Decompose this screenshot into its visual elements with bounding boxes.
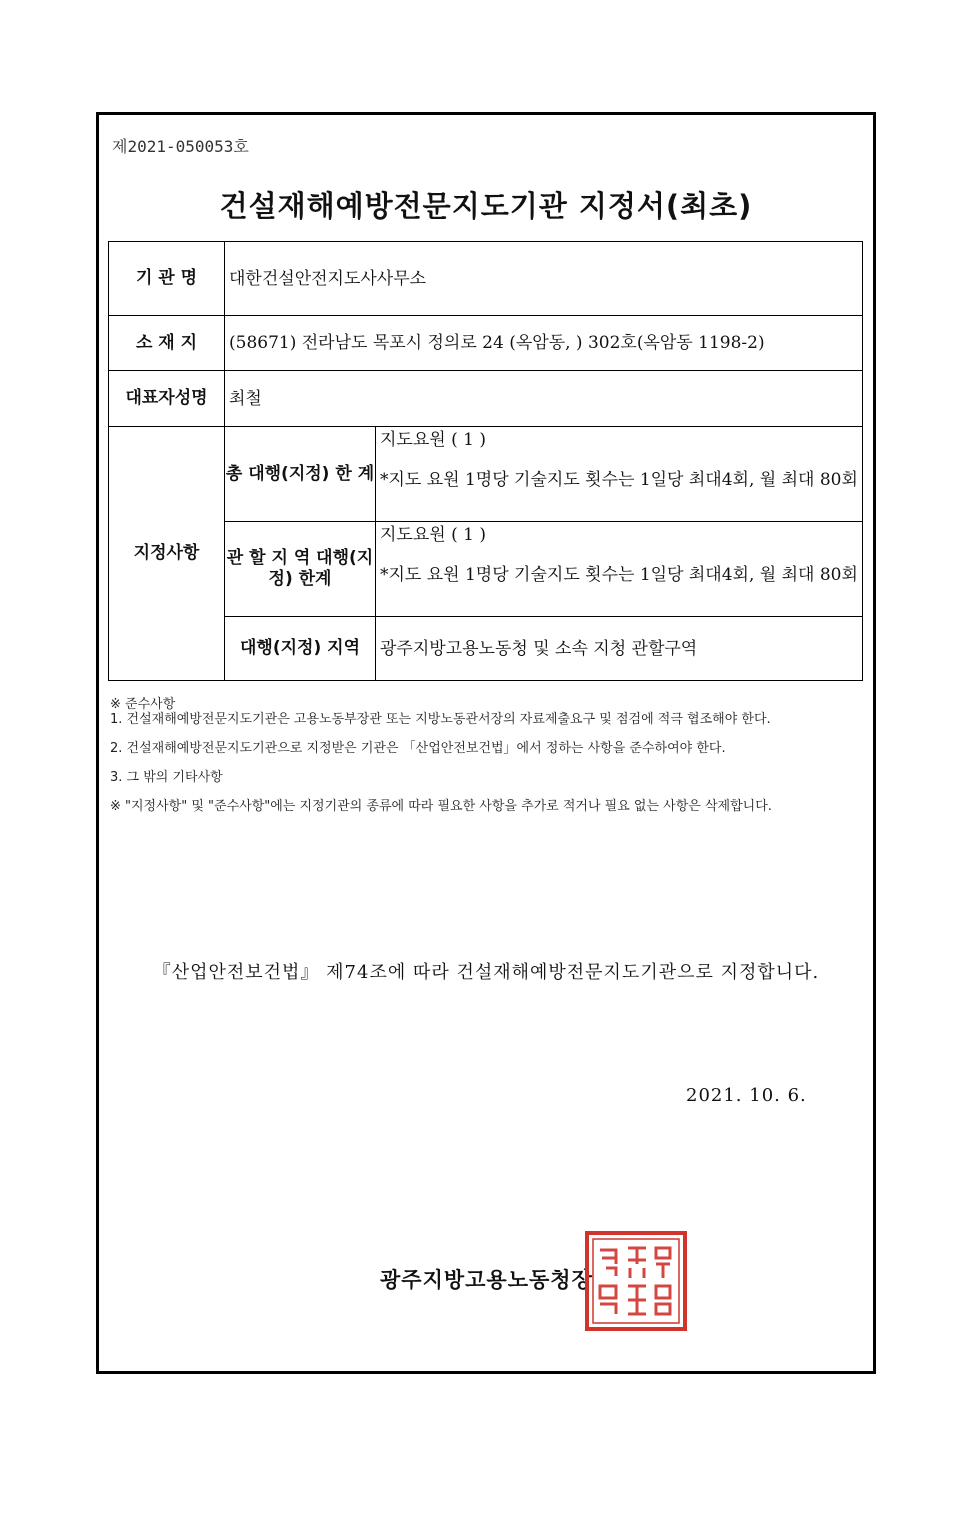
- designation-statement: 『산업안전보건법』 제74조에 따라 건설재해예방전문지도기관으로 지정합니다.: [152, 962, 820, 983]
- designation-label: 지정사항: [109, 427, 225, 681]
- designation-table: [108, 241, 863, 681]
- rules-item: 3. 그 밖의 기타사항: [110, 770, 223, 785]
- total-limit-note: *지도 요원 1명당 기술지도 횟수는 1일당 최대4회, 월 최대 80회: [380, 470, 858, 490]
- rules-footnote: ※ "지정사항" 및 "준수사항"에는 지정기관의 종류에 따라 필요한 사항을 추가로 적거나 필요 없는 사항은 삭제합니다.: [110, 799, 772, 814]
- issuer-name: 광주지방고용노동청장: [380, 1268, 593, 1292]
- total-limit-value: 지도요원 ( 1 ): [380, 430, 486, 450]
- rules-item: 1. 건설재해예방전문지도기관은 고용노동부장관 또는 지방노동관서장의 자료제출요구 및 점검에 적극 협조해야 한다.: [110, 712, 771, 727]
- issue-date: 2021. 10. 6.: [686, 1085, 807, 1106]
- document-number: 제2021-050053호: [112, 137, 249, 156]
- table-row: [109, 242, 863, 316]
- compliance-rules: [110, 697, 858, 828]
- rules-item: 2. 건설재해예방전문지도기관으로 지정받은 기관은 「산업안전보건법」에서 정하는 사항을 준수하여야 한다.: [110, 741, 726, 756]
- region-limit-cell: [376, 522, 863, 617]
- representative-label: 대표자성명: [109, 371, 225, 427]
- region-limit-note: *지도 요원 1명당 기술지도 횟수는 1일당 최대4회, 월 최대 80회: [380, 565, 858, 585]
- region-value: 광주지방고용노동청 및 소속 지청 관할구역: [376, 617, 863, 681]
- table-row: [109, 371, 863, 427]
- table-row: [109, 316, 863, 371]
- total-limit-cell: [376, 427, 863, 522]
- org-name-value: 대한건설안전지도사사무소: [225, 242, 863, 316]
- document-title: 건설재해예방전문지도기관 지정서(최초): [219, 189, 753, 223]
- region-label: 대행(지정) 지역: [225, 617, 376, 681]
- region-limit-label: 관 할 지 역 대행(지정) 한계: [225, 522, 376, 617]
- rules-heading: ※ 준수사항: [110, 697, 176, 712]
- location-label: 소 재 지: [109, 316, 225, 371]
- total-limit-label: 총 대행(지정) 한 계: [225, 427, 376, 522]
- region-limit-value: 지도요원 ( 1 ): [380, 525, 486, 545]
- table-row: [109, 427, 863, 522]
- location-value: (58671) 전라남도 목포시 정의로 24 (옥암동, ) 302호(옥암동 1198-2): [225, 316, 863, 371]
- representative-value: 최철: [225, 371, 863, 427]
- official-seal-icon: [584, 1230, 688, 1332]
- org-name-label: 기 관 명: [109, 242, 225, 316]
